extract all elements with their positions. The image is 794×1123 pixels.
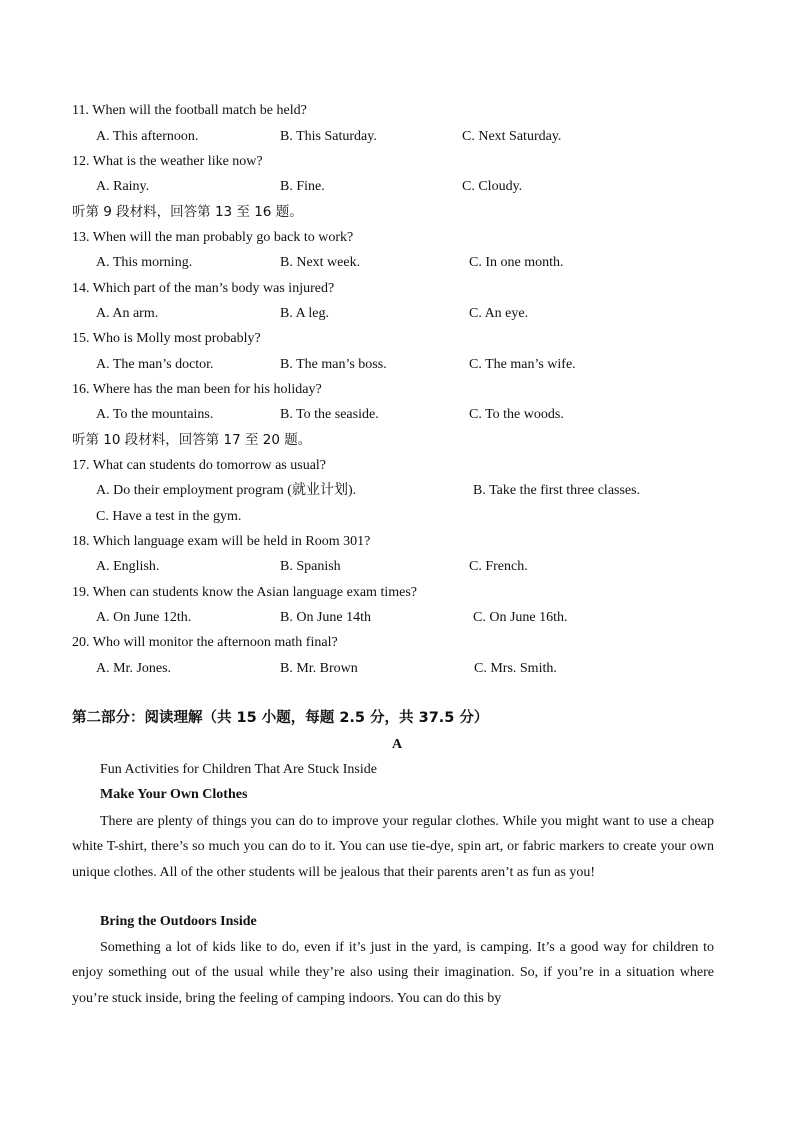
question-19-stem: 19. When can students know the Asian language exam times? <box>72 585 417 600</box>
question-16-option-a: A. To the mountains. <box>96 407 214 422</box>
question-17-option-c: C. Have a test in the gym. <box>96 509 242 524</box>
subheading-bring-outdoors-inside: Bring the Outdoors Inside <box>100 914 257 929</box>
question-19-option-a: A. On June 12th. <box>96 610 192 625</box>
paragraph-2 <box>72 935 714 1011</box>
question-17-option-a: A. Do their employment program (就业计划). <box>96 483 357 498</box>
question-19-option-b: B. On June 14th <box>280 610 371 625</box>
question-11-option-c: C. Next Saturday. <box>462 129 562 144</box>
question-12-stem: 12. What is the weather like now? <box>72 154 263 169</box>
question-16-stem: 16. Where has the man been for his holiday? <box>72 382 322 397</box>
question-13-option-c: C. In one month. <box>469 255 564 270</box>
question-14-option-b: B. A leg. <box>280 306 330 321</box>
question-15-stem: 15. Who is Molly most probably? <box>72 331 261 346</box>
question-14-option-c: C. An eye. <box>469 306 529 321</box>
question-20-stem: 20. Who will monitor the afternoon math final? <box>72 635 338 650</box>
question-11-option-b: B. This Saturday. <box>280 129 377 144</box>
question-13-option-b: B. Next week. <box>280 255 361 270</box>
listening-instruction-1: 听第 9 段材料，回答第 13 至 16 题。 <box>72 204 303 220</box>
question-14-stem: 14. Which part of the man’s body was injured? <box>72 281 335 296</box>
question-13-stem: 13. When will the man probably go back to work? <box>72 230 354 245</box>
question-20-option-c: C. Mrs. Smith. <box>474 661 557 676</box>
question-20-option-a: A. Mr. Jones. <box>96 661 172 676</box>
question-13-option-a: A. This morning. <box>96 255 193 270</box>
question-17-option-b: B. Take the first three classes. <box>473 483 641 498</box>
question-14-option-a: A. An arm. <box>96 306 159 321</box>
question-15-option-c: C. The man’s wife. <box>469 357 576 372</box>
passage-title: Fun Activities for Children That Are Stuck Inside <box>100 762 377 777</box>
question-19-option-c: C. On June 16th. <box>473 610 568 625</box>
question-20-option-b: B. Mr. Brown <box>280 661 358 676</box>
question-18-option-a: A. English. <box>96 559 160 574</box>
question-15-option-b: B. The man’s boss. <box>280 357 387 372</box>
question-11-stem: 11. When will the football match be held? <box>72 103 307 118</box>
question-17-stem: 17. What can students do tomorrow as usual? <box>72 458 327 473</box>
paragraph-2-text: Something a lot of kids like to do, even if it’s just in the yard, is camping. It’s a good way for children to enjoy something out of the usual while they’re also using their imagination. So, if you’re in a situation where you’re stuck inside, bring the feeling of camping indoors. You can do this by <box>72 940 714 1006</box>
passage-letter: A <box>392 737 403 752</box>
question-16-option-b: B. To the seaside. <box>280 407 379 422</box>
question-12-option-c: C. Cloudy. <box>462 179 523 194</box>
question-16-option-c: C. To the woods. <box>469 407 564 422</box>
subheading-make-your-own-clothes: Make Your Own Clothes <box>100 787 248 802</box>
question-15-option-a: A. The man’s doctor. <box>96 357 214 372</box>
question-12-option-a: A. Rainy. <box>96 179 150 194</box>
section-2-heading: 第二部分：阅读理解（共 15 小题，每题 2.5 分，共 37.5 分） <box>72 710 489 726</box>
question-18-option-b: B. Spanish <box>280 559 341 574</box>
question-18-stem: 18. Which language exam will be held in Room 301? <box>72 534 371 549</box>
question-12-option-b: B. Fine. <box>280 179 325 194</box>
listening-instruction-2: 听第 10 段材料，回答第 17 至 20 题。 <box>72 432 312 448</box>
paragraph-1 <box>72 809 714 885</box>
paragraph-1-text: There are plenty of things you can do to improve your regular clothes. While you might want to use a cheap white T-shirt, there’s so much you can do to it. You can use tie-dye, spin art, or fabric markers to create your own unique clothes. All of the other students will be jealous that their parents aren’t as fun as you! <box>72 814 714 880</box>
question-11-option-a: A. This afternoon. <box>96 129 199 144</box>
question-18-option-c: C. French. <box>469 559 528 574</box>
